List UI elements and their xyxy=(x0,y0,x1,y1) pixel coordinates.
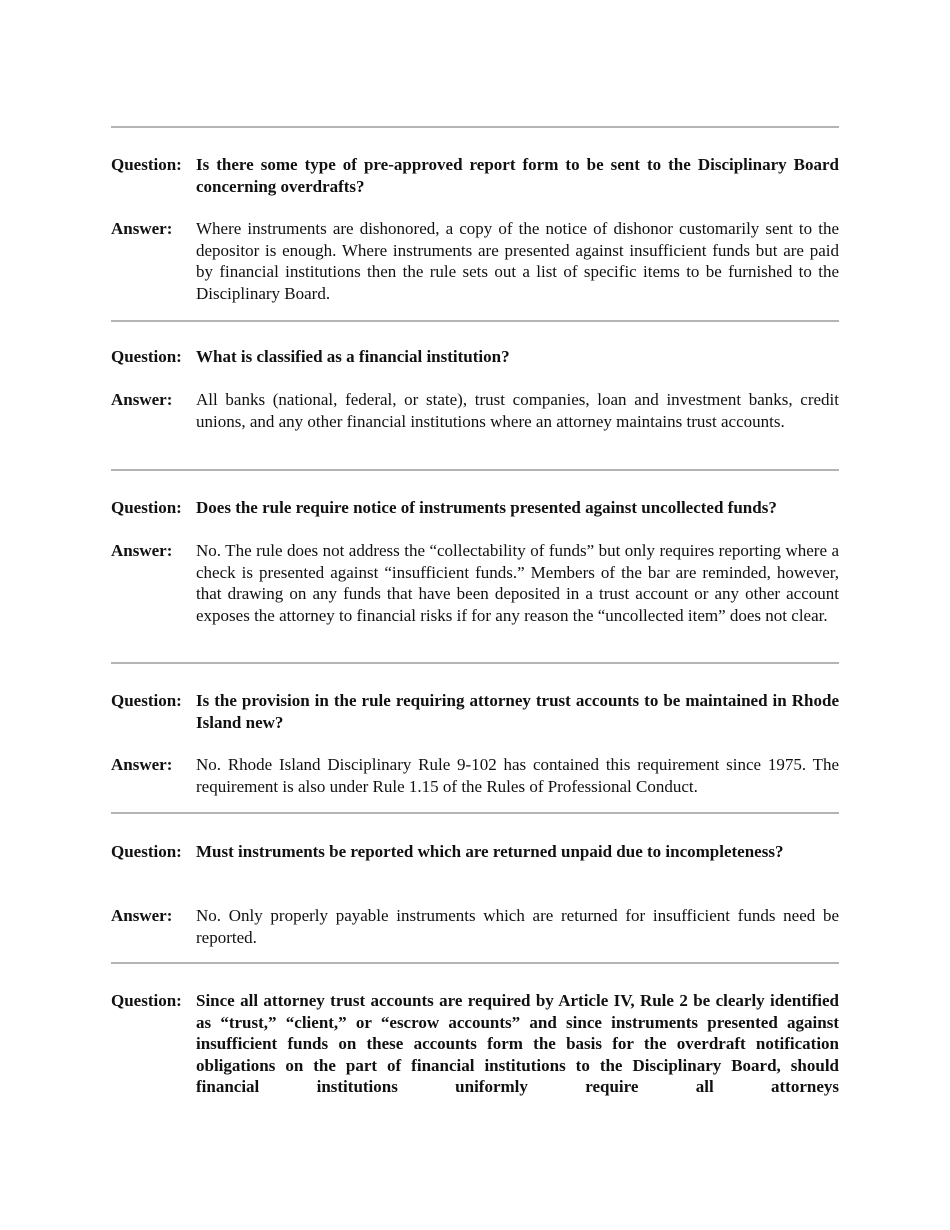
question-label: Question: xyxy=(111,498,182,517)
answer-text: All banks (national, federal, or state), trust companies, loan and investment banks, credit unions, and any other financial institutions where an attorney maintains trust accounts. xyxy=(196,390,839,431)
question-label: Question: xyxy=(111,691,182,710)
question-6 xyxy=(111,990,839,1098)
answer-label: Answer: xyxy=(111,541,173,560)
question-text: Is there some type of pre-approved report form to be sent to the Disciplinary Board concerning overdrafts? xyxy=(196,155,839,196)
answer-text: No. The rule does not address the “collectability of funds” but only requires reporting where a check is presented against “insufficient funds.” Members of the bar are reminded, however, that drawing on any funds that have been deposited in a trust account or any other account exposes the attorney to financial risks if for any reason the “uncollected item” does not clear. xyxy=(196,541,839,625)
question-4 xyxy=(111,690,839,733)
question-text: What is classified as a financial institution? xyxy=(196,347,510,366)
question-2 xyxy=(111,346,839,368)
question-text: Is the provision in the rule requiring attorney trust accounts to be maintained in Rhode Island new? xyxy=(196,691,839,732)
question-label: Question: xyxy=(111,991,182,1010)
divider xyxy=(111,662,839,664)
answer-label: Answer: xyxy=(111,906,173,925)
question-label: Question: xyxy=(111,155,182,174)
answer-text: Where instruments are dishonored, a copy of the notice of dishonor customarily sent to the depositor is enough. Where instruments are presented against insufficient funds but are paid by financial institutions then the rule sets out a list of specific items to be furnished to the Disciplinary Board. xyxy=(196,219,839,303)
divider xyxy=(111,469,839,471)
answer-2 xyxy=(111,389,839,432)
question-label: Question: xyxy=(111,842,182,861)
divider xyxy=(111,962,839,964)
question-text: Must instruments be reported which are returned unpaid due to incompleteness? xyxy=(196,842,784,861)
answer-text: No. Only properly payable instruments which are returned for insufficient funds need be reported. xyxy=(196,906,839,947)
divider xyxy=(111,126,839,128)
answer-label: Answer: xyxy=(111,390,173,409)
answer-3 xyxy=(111,540,839,626)
answer-label: Answer: xyxy=(111,219,173,238)
question-text: Since all attorney trust accounts are required by Article IV, Rule 2 be clearly identified as “trust,” “client,” or “escrow accounts” and since instruments presented against insufficient funds on these accounts form the basis for the overdraft notification obligations on the part of financial institutions to the Disciplinary Board, should financial institutions uniformly require all attorneys xyxy=(196,991,839,1097)
question-1 xyxy=(111,154,839,197)
question-label: Question: xyxy=(111,347,182,366)
divider xyxy=(111,812,839,814)
question-5 xyxy=(111,841,839,863)
divider xyxy=(111,320,839,322)
question-3 xyxy=(111,497,839,519)
answer-4 xyxy=(111,754,839,797)
answer-5 xyxy=(111,905,839,948)
answer-text: No. Rhode Island Disciplinary Rule 9-102 has contained this requirement since 1975. The requirement is also under Rule 1.15 of the Rules of Professional Conduct. xyxy=(196,755,839,796)
answer-1 xyxy=(111,218,839,304)
question-text: Does the rule require notice of instruments presented against uncollected funds? xyxy=(196,498,777,517)
answer-label: Answer: xyxy=(111,755,173,774)
